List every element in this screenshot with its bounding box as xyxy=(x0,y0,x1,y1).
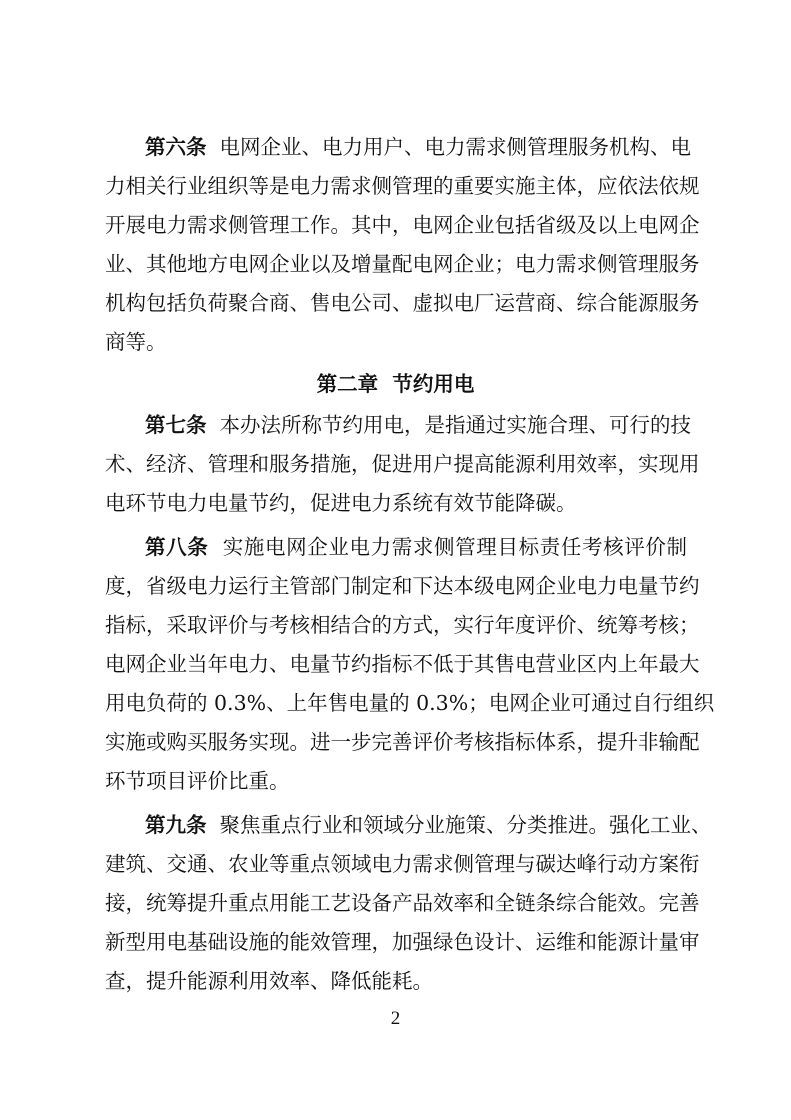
article-8-line-7: 环节项目评价比重。 xyxy=(105,769,290,793)
article-9-line-2: 建筑、交通、农业等重点领域电力需求侧管理与碳达峰行动方案衔 xyxy=(105,852,700,876)
article-9-line-1 xyxy=(145,812,712,838)
article-9-line-4: 新型用电基础设施的能效管理，加强绿色设计、运维和能源计量审 xyxy=(105,930,700,954)
article-7-text: 本办法所称节约用电，是指通过实施合理、可行的技 xyxy=(219,413,692,437)
article-8-line-3: 指标，采取评价与考核相结合的方式，实行年度评价、统筹考核； xyxy=(105,613,700,637)
article-6-line-1 xyxy=(145,134,692,160)
article-6-heading: 第六条 xyxy=(145,135,207,159)
article-7-line-3: 电环节电力电量节约，促进电力系统有效节能降碳。 xyxy=(105,491,577,515)
article-8-line-5: 用电负荷的 0.3%、上年售电量的 0.3%；电网企业可通过自行组织 xyxy=(105,691,715,715)
article-8-text: 实施电网企业电力需求侧管理目标责任考核评价制 xyxy=(222,535,688,559)
article-8-line-6: 实施或购买服务实现。进一步完善评价考核指标体系，提升非输配 xyxy=(105,730,700,754)
article-7-line-1 xyxy=(145,412,692,438)
article-6-text: 电网企业、电力用户、电力需求侧管理服务机构、电 xyxy=(219,135,692,159)
article-9-text: 聚焦重点行业和领域分业施策、分类推进。强化工业、 xyxy=(219,813,712,837)
page-number: 2 xyxy=(390,1008,401,1029)
article-7-heading: 第七条 xyxy=(145,413,207,437)
article-9-line-5: 查，提升能源利用效率、降低能耗。 xyxy=(105,969,433,993)
article-7-line-2: 术、经济、管理和服务措施，促进用户提高能源利用效率，实现用 xyxy=(105,452,700,476)
article-8-line-1 xyxy=(145,534,687,560)
article-6-line-5: 机构包括负荷聚合商、售电公司、虚拟电厂运营商、综合能源服务 xyxy=(105,291,700,315)
article-8-line-4: 电网企业当年电力、电量节约指标不低于其售电营业区内上年最大 xyxy=(105,652,700,676)
article-6-line-6: 商等。 xyxy=(105,330,167,354)
article-9-line-3: 接，统筹提升重点用能工艺设备产品效率和全链条综合能效。完善 xyxy=(105,891,700,915)
chapter-title: 第二章 节约用电 xyxy=(316,372,475,396)
article-8-line-2: 度，省级电力运行主管部门制定和下达本级电网企业电力电量节约 xyxy=(105,574,700,598)
article-6-line-2: 力相关行业组织等是电力需求侧管理的重要实施主体，应依法依规 xyxy=(105,174,700,198)
article-9-heading: 第九条 xyxy=(145,813,207,837)
article-8-heading: 第八条 xyxy=(145,535,209,559)
article-6-line-4: 业、其他地方电网企业以及增量配电网企业；电力需求侧管理服务 xyxy=(105,252,700,276)
article-6-line-3: 开展电力需求侧管理工作。其中，电网企业包括省级及以上电网企 xyxy=(105,213,700,237)
